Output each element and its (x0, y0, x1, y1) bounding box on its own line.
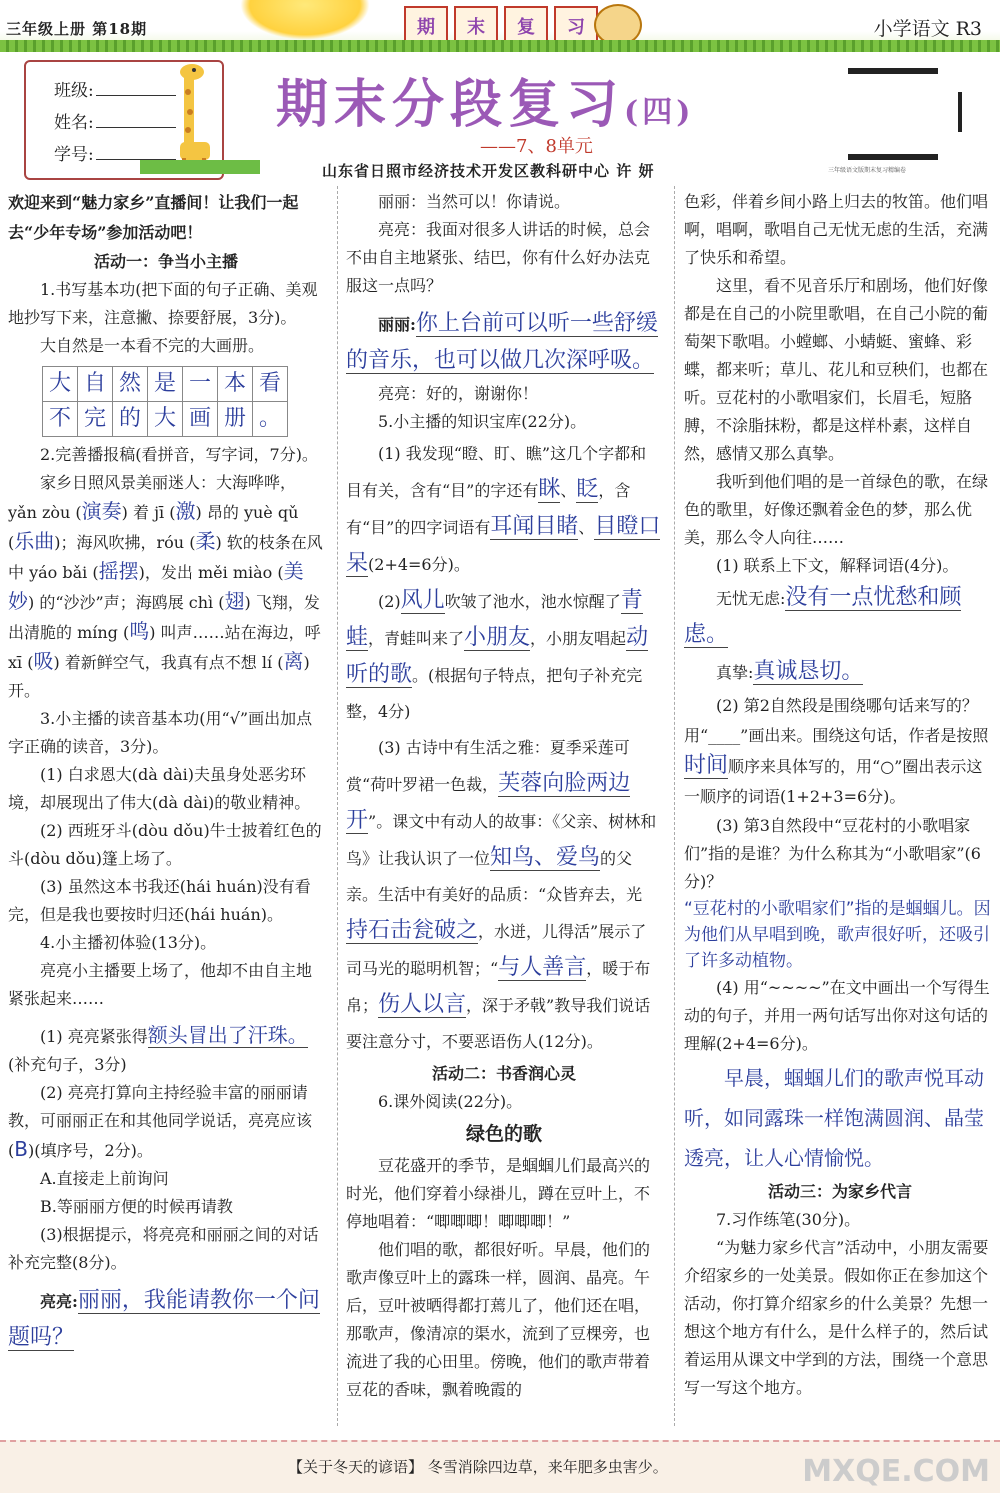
q2-fill (8, 497, 324, 705)
q5-3-text-d: ，水迸，儿得活”展示了司马光的聪明机智；“ (346, 922, 647, 978)
liang-label: 亮亮: (40, 1292, 78, 1311)
q5-2-note: 。(根据句子特点，把句子补充完整，4分) (346, 666, 643, 721)
answer-li[interactable]: 你上台前可以听一些舒缓的音乐，也可以做几次深呼吸。 (346, 311, 658, 373)
answer-wuyou[interactable]: 没有一点忧愁和顾虑。 (684, 585, 962, 647)
column-3 (684, 188, 996, 1402)
q5-prompt: 5.小主播的知识宝库(22分)。 (378, 412, 587, 431)
copy-grid (42, 366, 288, 437)
zhenzhi-label: 真挚: (716, 663, 754, 682)
q3-item-1: (1) 白求恩大(dà dài)夫虽身处恶劣环境，却展现出了伟大(dà dài)的敬业精神。 (8, 765, 311, 812)
li-reply-1: 丽丽：当然可以！你请说。 (378, 192, 571, 211)
answer-q5-3e[interactable]: 伤人以言 (378, 992, 467, 1017)
q4-1 (8, 1021, 324, 1051)
passage-para-1b: 他们唱的歌，都很好听。早晨，他们的歌声像豆叶上的露珠一样，圆润、晶亮。午后，豆叶被晒得都打蔫儿了，他们还在唱，那歌声，像清凉的渠水，流到了豆棵旁，也流进了我的心田里。傍晚，他们的歌声带着豆花的香味，飘着晚霞的 (346, 1240, 651, 1399)
column-divider-2 (674, 186, 675, 1426)
copy-cell[interactable]: 大 (148, 402, 183, 437)
q5-1-score: (2+4=6分)。 (368, 555, 470, 574)
q6-2-text-b: 顺序来具体写的，用“○”圈出表示这一顺序的词语(1+2+3=6分)。 (684, 757, 983, 806)
id-label: 学号: (54, 145, 94, 165)
copy-cell[interactable]: 大 (43, 367, 78, 402)
q6-1-wuyou (684, 580, 996, 654)
answer-q6-4[interactable]: 早晨，蝈蝈儿们的歌声悦耳动听，如同露珠一样饱满圆润、晶莹透亮，让人心情愉悦。 (684, 1066, 984, 1170)
answer-q5-2c[interactable]: 小朋友 (464, 625, 531, 650)
column-divider-1 (337, 186, 338, 1426)
answer-zhenzhi[interactable]: 真诚恳切。 (753, 659, 864, 684)
q4-prompt: 4.小主播初体验(13分)。 (40, 933, 217, 952)
q5-1: (1) 我发现“瞪、盯、瞧”这几个字都和目有关，含有“目”的字还有眯、眨，含有“目”的四字词语有耳闻目睹、目瞪口呆(2+4=6分)。 (346, 444, 661, 576)
q4-2-text: (2) 亮亮打算向主持经验丰富的丽丽请教，可丽丽正在和其他同学说话，亮亮应该( (8, 1083, 313, 1160)
q5-3-text-f: ，深于矛戟”教导我们说话要注意分寸，不要恶语伤人(12分)。 (346, 996, 651, 1051)
text-feixiang: ) 飞翔，发出清脆的 míng ( (8, 593, 320, 642)
text-kai: ) 开。 (8, 653, 310, 700)
activity-2-heading: 活动二：书香润心灵 (431, 1064, 576, 1083)
tab-xi: 习 (554, 6, 598, 46)
q7-text: “为魅力家乡代言”活动中，小朋友需要介绍家乡的一处美景。假如你正在参加这个活动，你打算介绍家乡的什么美景？先想一想这个地方有什么，是什么样子的，然后试着运用从课文中学到的方法，围绕一个意思写一写这个地方。 (684, 1238, 989, 1397)
class-field[interactable] (96, 95, 176, 96)
answer-q5-2d[interactable]: 动听的歌 (346, 625, 649, 687)
sun-decoration (240, 0, 370, 40)
q3-prompt: 3.小主播的读音基本功(用“√”画出加点字正确的读音，3分)。 (8, 709, 313, 756)
answer-q6-3[interactable]: “豆花村的小歌唱家们”指的是蝈蝈儿。因为他们从早唱到晚，歌声很好听，还吸引了许多动植物。 (684, 899, 991, 971)
passage-para-4: 我听到他们唱的是一首绿色的歌，在绿色的歌里，好像还飘着金色的梦，那么优美，那么令人向往…… (684, 472, 989, 547)
answer-q5-1a[interactable]: 眯 (538, 477, 561, 502)
grade-issue: 三年级上册 第18期 (6, 20, 148, 38)
text-shasha: 的“沙沙”声；海鸥展 chì ( (39, 593, 225, 612)
answer-ji[interactable]: 激 (175, 499, 196, 523)
answer-liang[interactable]: 丽丽，我能请教你一个问题吗？ (8, 1288, 320, 1350)
unit-range: ——7、8单元 (480, 136, 593, 157)
q6-2-text-a: (2) 第2自然段是围绕哪句话来写的？用“____”画出来。围绕这句话，作者是按照 (684, 696, 989, 745)
copy-cell[interactable]: 不 (43, 402, 78, 437)
li-answer (346, 306, 662, 380)
q1-prompt: 1.书写基本功(把下面的句子正确、美观地抄写下来，注意撇、捺要舒展，3分)。 (8, 280, 318, 327)
qr-pattern (818, 62, 966, 166)
answer-yaobai[interactable]: 摇摆 (98, 559, 139, 583)
q2-text: 家乡日照风景美丽迷人：大海哗哗， (40, 473, 297, 492)
answer-q5-1c[interactable]: 耳闻目睹 (490, 514, 579, 539)
activity-1-heading: 活动一：争当小主播 (93, 252, 238, 271)
q3-item-3: (3) 虽然这本书我还(hái huán)没有看完，但是我也要按时归还(hái huán)。 (8, 877, 311, 924)
q5-3-text-b: ”。课文中有动人的故事：《父亲、树林和鸟》让我认识了一位 (346, 812, 657, 868)
q4-1-note: (补充句子，3分) (8, 1055, 127, 1074)
pinyin-ji: ) 着 jī ( (121, 503, 176, 522)
copy-cell[interactable]: 自 (78, 367, 113, 402)
q4-3-answer (8, 1283, 324, 1357)
copy-row-2 (43, 402, 288, 437)
q4-option-a: A.直接走上前询问 (40, 1169, 169, 1188)
page-title (276, 62, 694, 137)
answer-q6-2[interactable]: 时间 (684, 753, 729, 778)
text-haifeng: )；海风吹拂，róu (54, 533, 185, 552)
tab-fu: 复 (504, 6, 548, 46)
pinyin-yuequ: yuè qǔ ( (8, 503, 299, 552)
q6-4: (4) 用“~~~~”在文中画出一个写得生动的句子，并用一两句话写出你对这句话的理解(2+4=6分)。 (684, 978, 990, 1053)
liang-ask: 亮亮：我面对很多人讲话的时候，总会不由自主地紧张、结巴，你有什么好办法克服这一点吗？ (346, 220, 651, 295)
answer-q5-1b[interactable]: 眨 (576, 477, 599, 502)
q4-2-note: )(填序号，2分)。 (27, 1141, 153, 1160)
q1-sentence: 大自然是一本看不完的大画册。 (40, 336, 265, 355)
answer-q5-3a[interactable]: 芙蓉向脸两边开 (346, 771, 631, 833)
title-sub: (四) (624, 95, 695, 130)
pinyin-yanzou: yǎn zòu ( (8, 503, 82, 522)
ribbon-decoration (140, 160, 260, 174)
name-row (54, 108, 176, 133)
q6-3: (3) 第3自然段中“豆花村的小歌唱家们”指的是谁？为什么称其为“小歌唱家”(6分)？ (684, 816, 981, 891)
passage-para-2: 色彩，伴着乡间小路上归去的牧笛。他们唱啊，唱啊，歌唱自己无忧无虑的生活，充满了快乐和希望。 (684, 192, 989, 267)
copy-cell[interactable]: 画 (183, 402, 218, 437)
answer-q5-1d[interactable]: 目瞪口呆 (346, 514, 661, 576)
page-header (0, 0, 1000, 52)
grass-border (0, 40, 1000, 52)
column-2 (346, 188, 662, 1404)
q4-text: 亮亮小主播要上场了，他却不由自主地紧张起来…… (8, 961, 313, 1008)
answer-q5-2a[interactable]: 风儿 (400, 588, 445, 613)
li-label: 丽丽: (378, 315, 416, 334)
q6-2 (684, 691, 996, 812)
text-ruan: ) 软的枝条在风中 yáo bǎi (8, 533, 323, 582)
answer-rou[interactable]: 柔 (195, 529, 216, 553)
answer-xi[interactable]: 吸 (33, 649, 54, 673)
q7-prompt: 7.习作练笔(30分)。 (716, 1210, 861, 1229)
q5-2-text-c: ，青蛙叫来了 (368, 629, 465, 648)
class-label: 班级: (54, 81, 94, 101)
copy-cell[interactable]: 一 (183, 367, 218, 402)
copy-cell[interactable]: 。 (253, 402, 288, 437)
column-1 (8, 188, 324, 1357)
q5-2-text-b: 吹皱了池水，池水惊醒了 (444, 592, 621, 611)
text-fachu: )，发出 měi miào ( (138, 563, 284, 582)
poem-title: 绿色的歌 (465, 1123, 542, 1145)
copy-cell[interactable]: 本 (218, 367, 253, 402)
q5-3-text-e: ，暖于布帛； (346, 959, 651, 1015)
copy-row-1 (43, 367, 288, 402)
site-watermark: MXQE.COM (802, 1454, 990, 1489)
name-label: 姓名: (54, 113, 94, 133)
q6-1-zhenzhi (684, 654, 996, 691)
answer-q5-3c[interactable]: 持石击瓮破之 (346, 918, 479, 943)
paren-open: ( (189, 533, 196, 552)
page-footer (0, 1440, 1000, 1493)
answer-q5-3d[interactable]: 与人善言 (498, 955, 587, 980)
q2-prompt: 2.完善播报稿(看拼音，写字词，7分)。 (40, 445, 318, 464)
activity-3-heading: 活动三：为家乡代言 (767, 1182, 912, 1201)
q5-2-num: (2) (378, 592, 401, 611)
paren-close: ) (28, 593, 35, 612)
author-line: 山东省日照市经济技术开发区教科研中心 许 妍 (322, 162, 655, 180)
q4-1-text: (1) 亮亮紧张得 (40, 1027, 148, 1046)
liang-thanks: 亮亮：好的，谢谢你！ (378, 384, 539, 403)
q5-2-text-d: ，小朋友唱起 (530, 629, 627, 648)
answer-li[interactable]: 离 (283, 649, 304, 673)
paren-open: ( (92, 563, 99, 582)
q3-item-2: (2) 西班牙斗(dòu dǒu)牛士披着红色的斗(dòu dǒu)篷上场了。 (8, 821, 322, 868)
copy-cell[interactable]: 的 (113, 402, 148, 437)
intro-text: 欢迎来到“魅力家乡”直播间！让我们一起去“少年专场”参加活动吧！ (8, 193, 299, 242)
answer-q5-2b[interactable]: 青蛙 (346, 588, 643, 650)
tab-qi: 期 (404, 6, 448, 46)
subject-page: 小学语文 R3 (873, 18, 982, 40)
copy-cell[interactable]: 是 (148, 367, 183, 402)
answer-q4-1[interactable]: 额头冒出了汗珠。 (147, 1023, 308, 1047)
q4-3: (3)根据提示，将亮亮和丽丽之间的对话补充完整(8分)。 (8, 1225, 319, 1272)
giraffe-icon (170, 62, 216, 170)
answer-meimiao[interactable]: 美妙 (8, 559, 304, 613)
tab-mo: 末 (454, 6, 498, 46)
qr-code (818, 62, 966, 174)
q5-3-text-a: (3) 古诗中有生活之雅：夏季采莲可赏“荷叶罗裙一色裁， (346, 738, 630, 794)
wuyou-label: 无忧无虑: (716, 589, 786, 608)
class-row (54, 76, 176, 101)
answer-chi[interactable]: 翅 (224, 589, 245, 613)
q5-1-text-b: ，含有“目”的四字词语有 (346, 481, 631, 537)
q5-3-text-c: 的父亲。生活中有美好的品质：“众皆弃去，光 (346, 849, 643, 904)
qr-caption: 三年级语文版期末复习精编卷 (828, 167, 907, 174)
q6-1: (1) 联系上下文，解释词语(4分)。 (716, 556, 959, 575)
text-angde: ) 昂的 (195, 503, 239, 522)
text-buxiang: ) 着新鲜空气，我真有点不想 lí ( (53, 653, 284, 672)
copy-cell[interactable]: 册 (218, 402, 253, 437)
q4-option-b: B.等丽丽方便的时候再请教 (40, 1197, 233, 1216)
q4-2 (8, 1079, 324, 1165)
name-field[interactable] (96, 127, 176, 128)
answer-q4-2[interactable]: B (14, 1137, 28, 1161)
answer-ming[interactable]: 鸣 (129, 619, 150, 643)
footer-proverb: 【关于冬天的谚语】 冬雪消除四边草，来年肥多虫害少。 (288, 1458, 668, 1476)
q5-1-text: (1) 我发现“瞪、盯、瞧”这几个字都和目有关，含有“目”的字还有 (346, 444, 647, 500)
copy-cell[interactable]: 然 (113, 367, 148, 402)
copy-cell[interactable]: 看 (253, 367, 288, 402)
q6-prompt: 6.课外阅读(22分)。 (378, 1092, 523, 1111)
passage-para-3: 这里，看不见音乐厅和剧场，他们好像都是在自己的小院里歌唱，在自己小院的葡萄架下歌唱。小螳螂、小蜻蜓、蜜蜂、彩蝶，都来听；草儿、花儿和豆秧们，也都在听。豆花村的小歌唱家们，长眉毛，短胳膊，不涂脂抹粉，都是这样朴素，这样自然，感情又那么真挚。 (684, 276, 989, 463)
copy-cell[interactable]: 完 (78, 402, 113, 437)
passage-para-1: 豆花盛开的季节，是蝈蝈儿们最高兴的时光，他们穿着小绿褂儿，蹲在豆叶上，不停地唱着：“唧唧唧！唧唧唧！” (346, 1156, 651, 1231)
q5-2 (346, 583, 662, 730)
q5-3 (346, 730, 662, 1060)
answer-yanzou[interactable]: 演奏 (81, 499, 122, 523)
answer-q5-3b[interactable]: 知鸟、爱鸟 (490, 845, 601, 870)
text-jiaosheng: ) 叫声……站在海边，呼 xī ( (8, 623, 321, 672)
title-main: 期末分段复习 (276, 74, 625, 135)
answer-yuequ[interactable]: 乐曲 (14, 529, 55, 553)
